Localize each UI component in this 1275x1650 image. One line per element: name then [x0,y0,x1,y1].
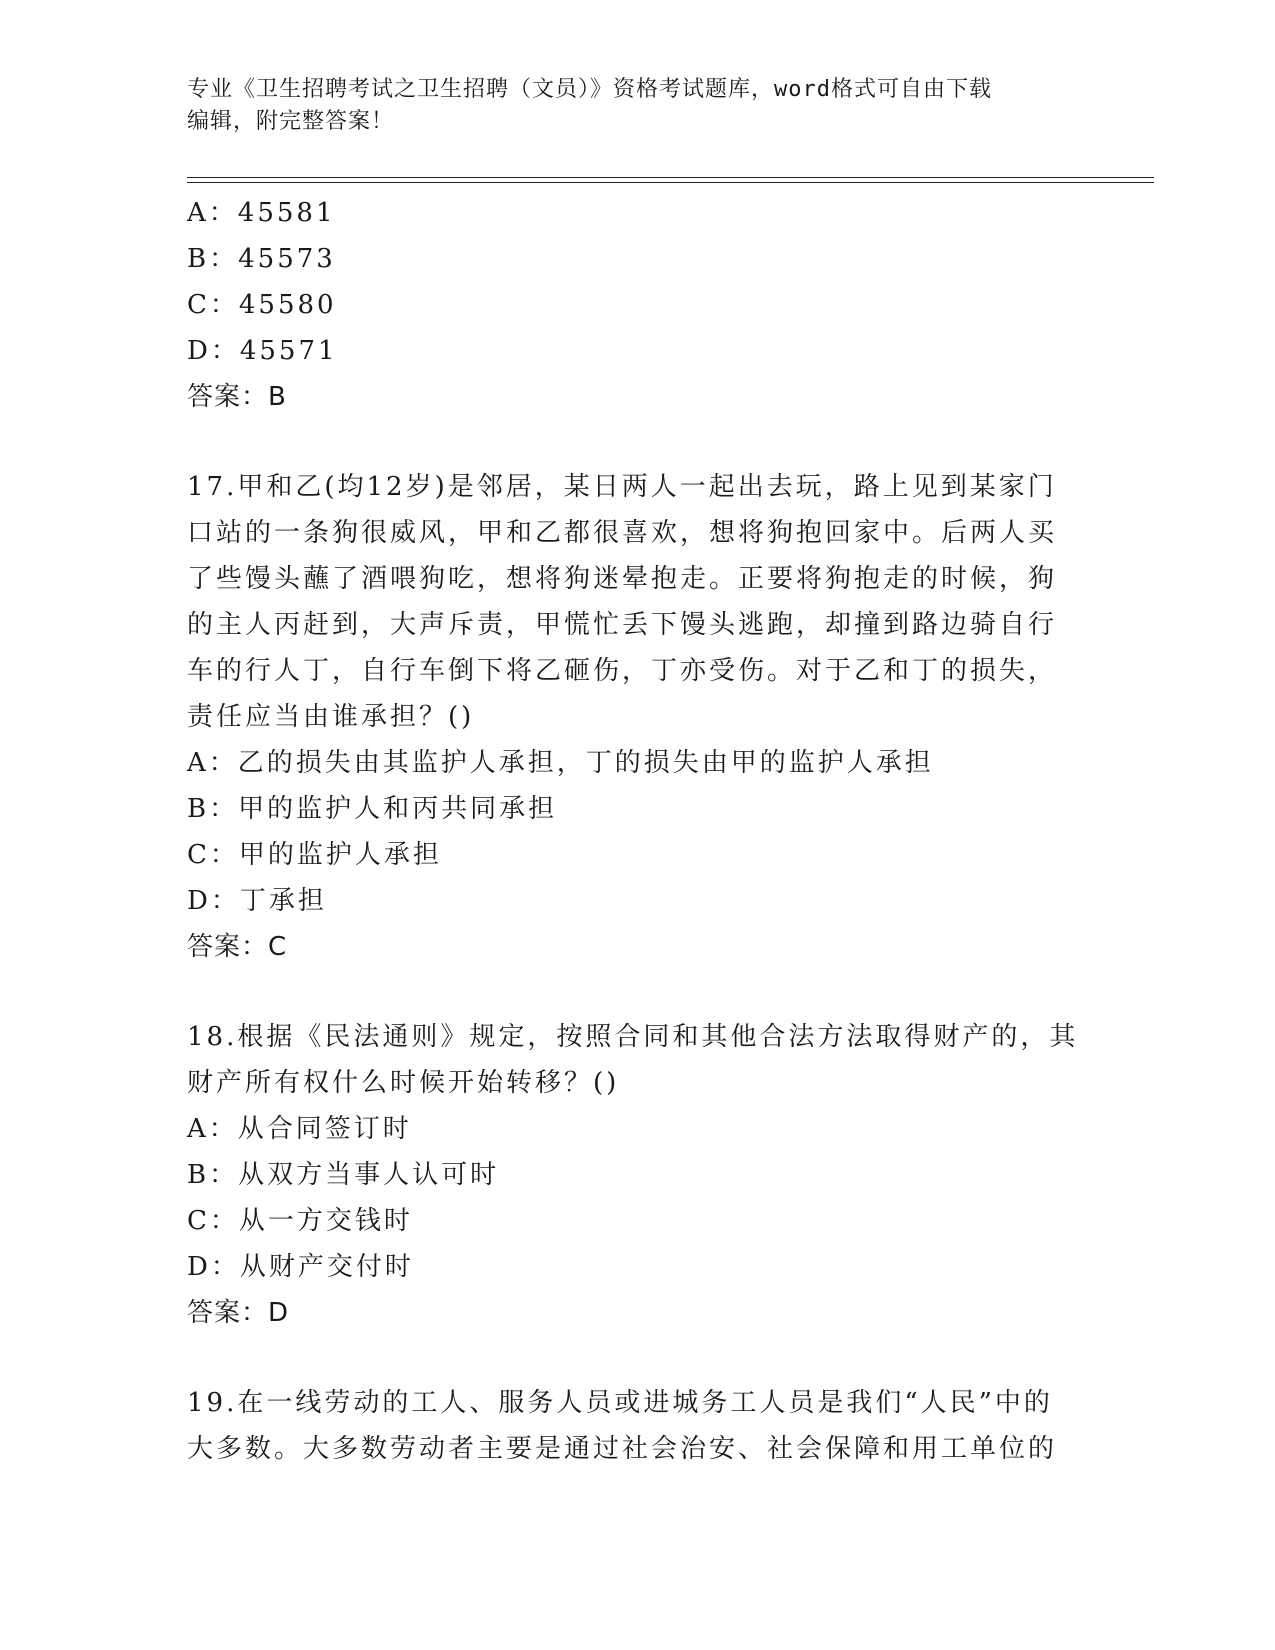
question-stem [187,1380,1067,1472]
question-19 [187,1380,1087,1472]
stem-line: 口站的一条狗很威风，甲和乙都很喜欢，想将狗抱回家中。后两人买 [187,518,1058,548]
spacer [187,420,1087,464]
stem-line: 了些馒头蘸了酒喂狗吃，想将狗迷晕抱走。正要将狗抱走的时候，狗 [187,564,1058,594]
stem-line: 17.甲和乙(均12岁)是邻居，某日两人一起出去玩，路上见到某家门 [187,472,1057,502]
option-d: D：从财产交付时 [187,1252,414,1282]
stem-line: 财产所有权什么时候开始转移？() [187,1068,620,1098]
spacer [187,970,1087,1014]
question-16 [187,190,1087,420]
stem-line: 19.在一线劳动的工人、服务人员或进城务工人员是我们“人民”中的 [187,1388,1053,1418]
stem-line: 大多数。大多数劳动者主要是通过社会治安、社会保障和用工单位的 [187,1434,1058,1464]
option-a: A：45581 [187,198,336,228]
question-list [187,190,1087,1472]
stem-line: 责任应当由谁承担？() [187,702,475,732]
header-line-2: 编辑，附完整答案！ [187,109,395,134]
question-stem [187,1014,1079,1106]
stem-line: 18.根据《民法通则》规定，按照合同和其他合法方法取得财产的，其 [187,1022,1079,1052]
header-line-1: 专业《卫生招聘考试之卫生招聘（文员）》资格考试题库，word格式可自由下载 [187,77,992,102]
option-d: D：45571 [187,336,338,366]
stem-line: 的主人丙赶到，大声斥责，甲慌忙丢下馒头逃跑，却撞到路边骑自行 [187,610,1058,640]
question-17 [187,464,1087,970]
stem-line: 车的行人丁，自行车倒下将乙砸伤，丁亦受伤。对于乙和丁的损失， [187,656,1058,686]
option-c: C：甲的监护人承担 [187,840,442,870]
header-divider-bottom [187,182,1154,183]
header-divider-top [187,177,1154,178]
document-header [187,74,1067,138]
question-18 [187,1014,1087,1336]
option-b: B：从双方当事人认可时 [187,1160,500,1190]
option-a: A：从合同签订时 [187,1114,412,1144]
option-d: D：丁承担 [187,886,327,916]
option-c: C：45580 [187,290,337,320]
question-stem [187,464,1067,740]
option-c: C：从一方交钱时 [187,1206,413,1236]
option-b: B：甲的监护人和丙共同承担 [187,794,558,824]
answer-label: 答案：C [187,932,288,962]
spacer [187,1336,1087,1380]
option-a: A：乙的损失由其监护人承担，丁的损失由甲的监护人承担 [187,748,934,778]
option-b: B：45573 [187,244,336,274]
answer-label: 答案：B [187,382,287,412]
answer-label: 答案：D [187,1298,290,1328]
